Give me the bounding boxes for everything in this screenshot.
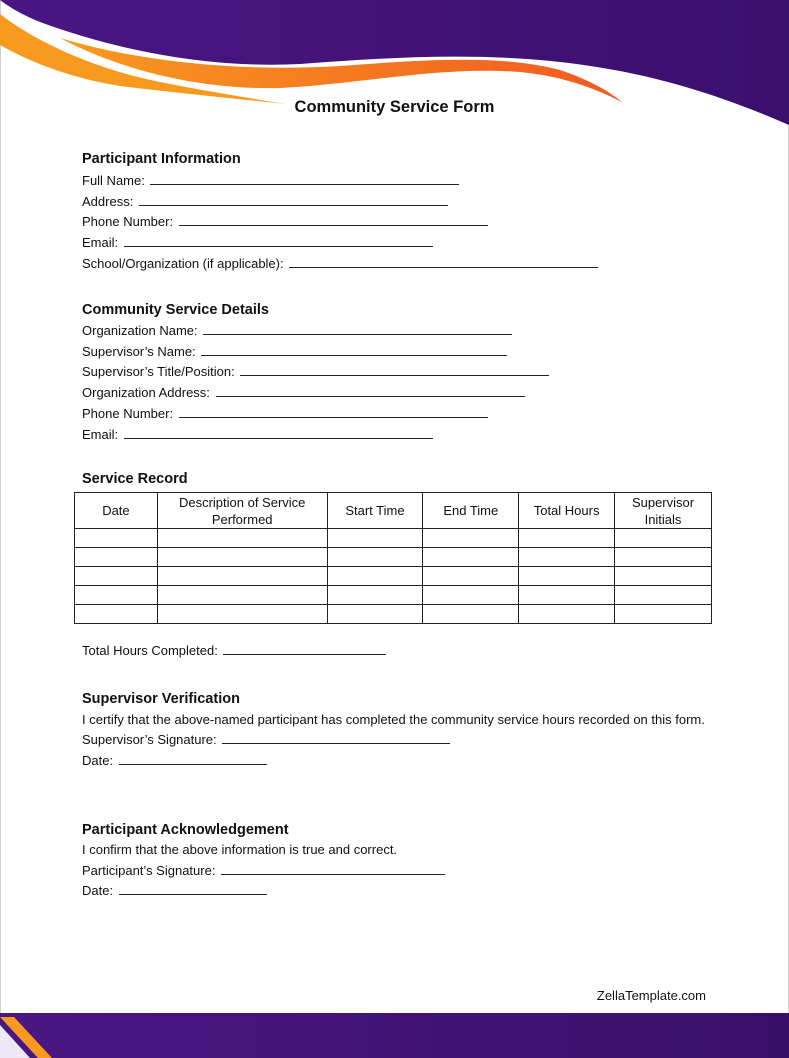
table-cell[interactable] [615,605,712,624]
total-hours-section [82,641,722,662]
table-row [75,567,712,586]
organization-address-field[interactable]: Organization Address: [82,383,722,404]
service-record-table [74,492,712,624]
service-record-heading: Service Record [82,471,188,487]
column-header: End Time [423,493,519,529]
table-cell[interactable] [75,567,158,586]
form-title: Community Service Form [294,98,495,116]
table-body [75,529,712,624]
participant-acknowledgement-section [82,820,722,902]
table-cell[interactable] [615,529,712,548]
table-row [75,529,712,548]
participant-heading: Participant Information [82,151,241,167]
acknowledgement-heading: Participant Acknowledgement [82,822,289,838]
table-cell[interactable] [423,548,519,567]
table-cell[interactable] [423,529,519,548]
table-row [75,605,712,624]
organization-email-field[interactable]: Email: [82,425,722,446]
organization-phone-field[interactable]: Phone Number: [82,404,722,425]
column-header: Description of Service Performed [157,493,327,529]
table-cell[interactable] [157,567,327,586]
table-cell[interactable] [75,529,158,548]
supervisor-title-field[interactable]: Supervisor’s Title/Position: [82,362,722,383]
service-details-section [82,300,722,445]
header-wave-graphic [0,0,789,140]
table-header-row [75,493,712,529]
table-cell[interactable] [327,605,423,624]
supervisor-signature-field[interactable]: Supervisor’s Signature: [82,730,722,751]
table-cell[interactable] [157,548,327,567]
table-cell[interactable] [519,605,615,624]
school-organization-field[interactable]: School/Organization (if applicable): [82,254,722,275]
supervisor-date-field[interactable]: Date: [82,751,722,772]
column-header: Start Time [327,493,423,529]
table-cell[interactable] [157,605,327,624]
service-details-heading: Community Service Details [82,302,269,318]
table-cell[interactable] [519,567,615,586]
table-cell[interactable] [615,586,712,605]
table-cell[interactable] [75,586,158,605]
column-header: Supervisor Initials [615,493,712,529]
participant-date-field[interactable]: Date: [82,881,722,902]
full-name-field[interactable]: Full Name: [82,171,722,192]
table-cell[interactable] [519,548,615,567]
table-cell[interactable] [423,605,519,624]
email-field[interactable]: Email: [82,233,722,254]
service-record-section [82,469,722,489]
table-cell[interactable] [157,586,327,605]
table-cell[interactable] [615,567,712,586]
table-cell[interactable] [423,567,519,586]
table-row [75,548,712,567]
phone-number-field[interactable]: Phone Number: [82,212,722,233]
table-cell[interactable] [327,567,423,586]
footer-website: ZellaTemplate.com [596,988,706,1003]
column-header: Date [75,493,158,529]
participant-section [82,149,722,275]
table-cell[interactable] [615,548,712,567]
table-row [75,586,712,605]
table-cell[interactable] [327,586,423,605]
table-cell[interactable] [519,586,615,605]
organization-name-field[interactable]: Organization Name: [82,321,722,342]
supervisor-verification-section [82,689,722,771]
table-cell[interactable] [327,529,423,548]
supervisor-verification-heading: Supervisor Verification [82,691,240,707]
total-hours-field[interactable]: Total Hours Completed: [82,641,722,662]
address-field[interactable]: Address: [82,192,722,213]
acknowledgement-statement: I confirm that the above information is true and correct. [82,842,398,857]
table-cell[interactable] [327,548,423,567]
footer-band-graphic [0,1011,789,1058]
participant-signature-field[interactable]: Participant’s Signature: [82,861,722,882]
verification-statement: I certify that the above-named participant has completed the community service hours recorded on this form. [82,712,705,727]
table-cell[interactable] [423,586,519,605]
column-header: Total Hours [519,493,615,529]
table-cell[interactable] [75,605,158,624]
table-cell[interactable] [157,529,327,548]
supervisor-name-field[interactable]: Supervisor’s Name: [82,342,722,363]
table-cell[interactable] [75,548,158,567]
table-cell[interactable] [519,529,615,548]
